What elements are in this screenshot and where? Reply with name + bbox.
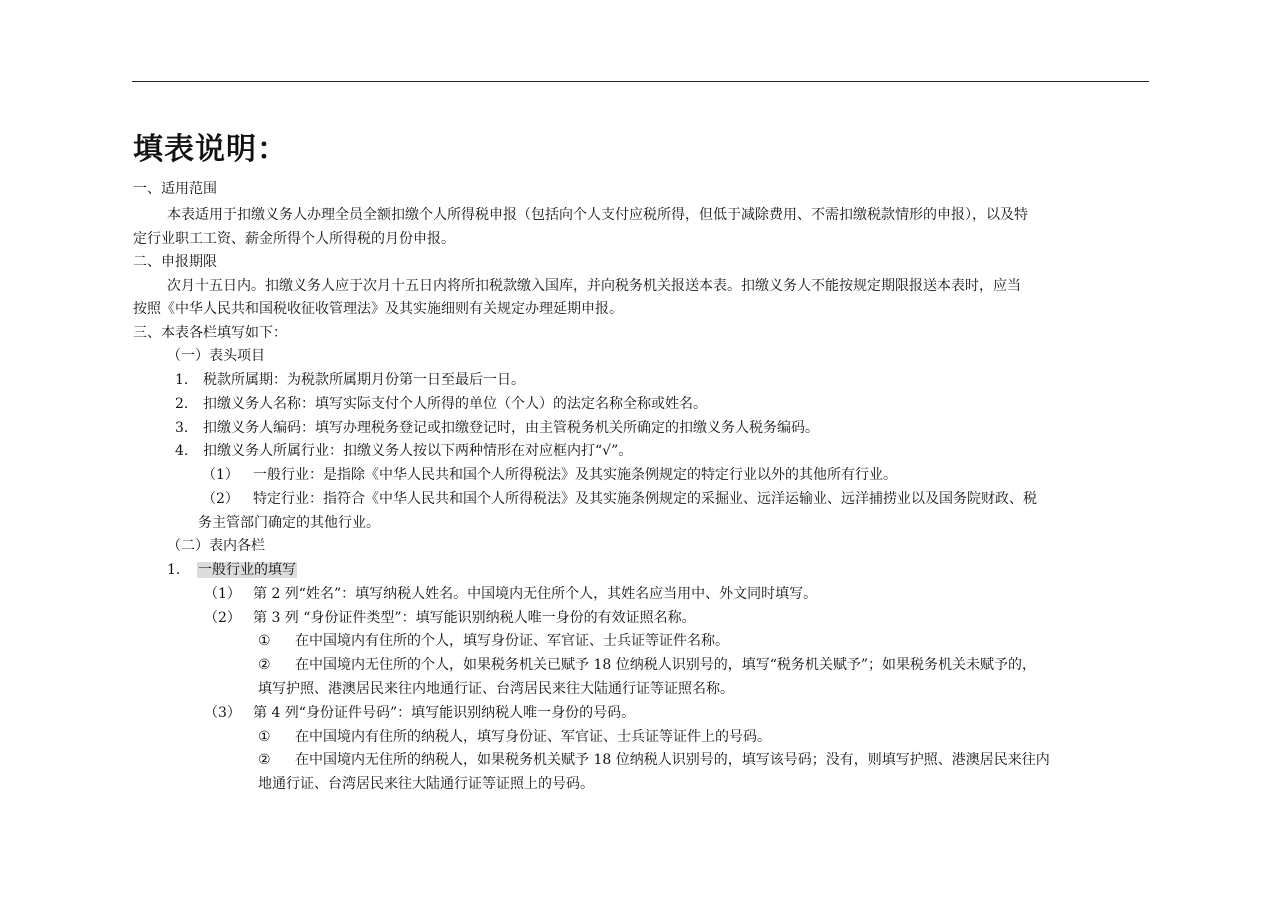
sub-item-text-continued: 务主管部门确定的其他行业。 bbox=[198, 515, 380, 531]
list-item-text: 扣缴义务人名称：填写实际支付个人所得的单位（个人）的法定名称全称或姓名。 bbox=[203, 396, 707, 412]
sub-item-text: 第 4 列“身份证件号码”：填写能识别纳税人唯一身份的号码。 bbox=[253, 705, 636, 721]
highlighted-heading bbox=[197, 560, 297, 580]
circled-number: ① bbox=[258, 633, 271, 649]
sub-item-text: 在中国境内有住所的个人，填写身份证、军官证、士兵证等证件名称。 bbox=[295, 633, 729, 649]
list-item-text: 税款所属期：为税款所属期月份第一日至最后一日。 bbox=[203, 372, 525, 388]
sub-item-text: 在中国境内有住所的纳税人，填写身份证、军官证、士兵证等证件上的号码。 bbox=[295, 729, 771, 745]
sub-item-text: 第 3 列 “身份证件类型”：填写能识别纳税人唯一身份的有效证照名称。 bbox=[253, 610, 696, 626]
highlighted-text: 一般行业的填写 bbox=[198, 562, 296, 578]
list-item-text: 扣缴义务人编码：填写办理税务登记或扣缴登记时，由主管税务机关所确定的扣缴义务人税务编码。 bbox=[203, 420, 819, 436]
sub-item-number: （3） bbox=[204, 705, 241, 721]
sub-item-text-continued: 填写护照、港澳居民来往内地通行证、台湾居民来往大陆通行证等证照名称。 bbox=[258, 681, 734, 697]
header-rule bbox=[132, 81, 1149, 82]
list-item-number: 1. bbox=[175, 372, 189, 388]
paragraph-scope-line2: 定行业职工工资、薪金所得个人所得税的月份申报。 bbox=[133, 231, 455, 247]
list-item-number: 4. bbox=[175, 443, 189, 459]
circled-number: ① bbox=[258, 729, 271, 745]
sub-item-text: 特定行业：指符合《中华人民共和国个人所得税法》及其实施条例规定的采掘业、远洋运输业、远洋捕捞业以及国务院财政、税 bbox=[253, 491, 1037, 507]
sub-item-number: （1） bbox=[204, 586, 241, 602]
section-heading-deadline: 二、申报期限 bbox=[133, 254, 217, 270]
sub-item-text: 在中国境内无住所的个人，如果税务机关已赋予 18 位纳税人识别号的，填写“税务机关赋予”；如果税务机关未赋予的， bbox=[295, 657, 1037, 673]
circled-number: ② bbox=[258, 657, 271, 673]
list-item-number: 2. bbox=[175, 396, 189, 412]
list-item-text: 扣缴义务人所属行业：扣缴义务人按以下两种情形在对应框内打“√”。 bbox=[203, 443, 633, 459]
paragraph-deadline-line1: 次月十五日内。扣缴义务人应于次月十五日内将所扣税款缴入国库，并向税务机关报送本表。扣缴义务人不能按规定期限报送本表时，应当 bbox=[167, 278, 1021, 294]
sub-item-text-continued: 地通行证、台湾居民来往大陆通行证等证照上的号码。 bbox=[258, 776, 594, 792]
sub-item-text: 一般行业：是指除《中华人民共和国个人所得税法》及其实施条例规定的特定行业以外的其他所有行业。 bbox=[253, 467, 897, 483]
subheading-table-columns: （二）表内各栏 bbox=[167, 538, 265, 554]
sub-item-text: 在中国境内无住所的纳税人，如果税务机关赋予 18 位纳税人识别号的，填写该号码；没有，则填写护照、港澳居民来往内 bbox=[295, 752, 1050, 768]
sub-item-text: 第 2 列“姓名”：填写纳税人姓名。中国境内无住所个人，其姓名应当用中、外文同时填写。 bbox=[253, 586, 818, 602]
section-heading-columns: 三、本表各栏填写如下： bbox=[133, 325, 287, 341]
section-heading-scope: 一、适用范围 bbox=[133, 181, 217, 197]
sub-item-number: （2） bbox=[204, 610, 241, 626]
paragraph-deadline-line2: 按照《中华人民共和国税收征收管理法》及其实施细则有关规定办理延期申报。 bbox=[133, 301, 623, 317]
page-title: 填表说明： bbox=[133, 132, 288, 167]
sub-item-number: （2） bbox=[202, 491, 239, 507]
circled-number: ② bbox=[258, 752, 271, 768]
paragraph-scope-line1: 本表适用于扣缴义务人办理全员全额扣缴个人所得税申报（包括向个人支付应税所得，但低于减除费用、不需扣缴税款情形的申报），以及特 bbox=[167, 207, 1028, 223]
list-item-number: 3. bbox=[175, 420, 189, 436]
list-item-number: 1. bbox=[167, 562, 181, 578]
subheading-header-items: （一）表头项目 bbox=[167, 348, 265, 364]
sub-item-number: （1） bbox=[202, 467, 239, 483]
